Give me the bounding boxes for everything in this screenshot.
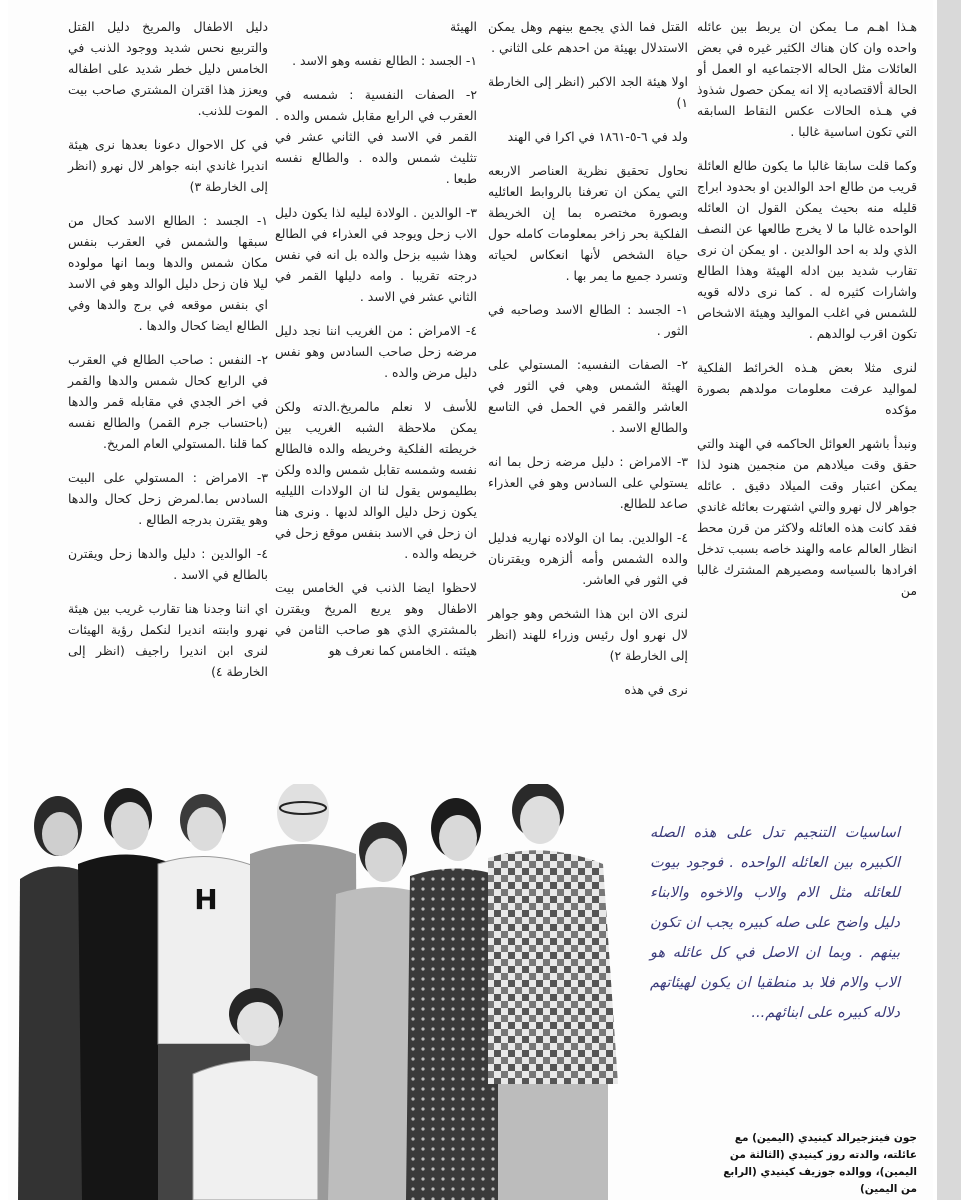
paragraph: للأسف لا نعلم مالمريخ.الدته ولكن يمكن ملاحظة الشبه الغريب بين خريطته الفلكية وخريطه والده فالطالع نفسه وشمسه تقابل شمس والده ولكن بطليموس يقول لنا ان الولادات الليليه يكون زحل دليل الوالد لدبها . ونرى هنا ان زحل في الاسد بنفس موقع زحل في خريطه والده . — [275, 399, 477, 561]
pull-quote: اساسيات التنجيم تدل على هذه الصله الكبيره بين العائله الواحده . فوجود بيوت للعائله مثل الام والاب والاخوه والابناء دليل واضح على صله كبيره يجب ان تكون بينهم . وبما ان الاصل في كل عائله هو الاب والام فلا بد منطقيا ان يكون لهيئاتهم دلاله كبيره على ابنائهم... — [650, 825, 900, 1021]
text-column-2 — [488, 16, 688, 713]
paragraph: ٢- النفس : صاحب الطالع في العقرب في الرابع كحال شمس والدها والقمر في اخر الجدي في مقابله قمر والدها (باحتساب جرم القمر) والطالع نفسه كما قلنا .المستولي العام المريخ. — [68, 352, 268, 451]
paragraph: ٣- الوالدين . الولادة ليليه لذا يكون دليل الاب زحل ويوجد في العذراء في الطالع وهذا شبيه بزحل والده بل انه في نفس درجته تقريبا . وامه دليلها القمر في الثاني عشر في الاسد . — [275, 205, 477, 304]
family-photo — [18, 784, 668, 1200]
paragraph: ٤- الامراض : من الغريب اننا نجد دليل مرضه زحل صاحب السادس وهو نفس دليل مرض والده . — [275, 323, 477, 380]
paragraph: ونبدأ باشهر العوائل الحاكمه في الهند والتي حقق وقت ميلادهم من منجمين هنود لذا يمكن اعتبار وقت الميلاد دقيق . عائله جواهر لال نهرو والتي اشتهرت بعائله غاندي فقد كانت هذه العائله ولاكثر من قرن محط انظار العالم عامه والهند خاصه بسبب تدخل افرادها بالسياسه ومصيرهم المشترك غالبا من — [697, 436, 917, 598]
paragraph: لنرى الان ابن هذا الشخص وهو جواهر لال نهرو اول رئيس وزراء للهند (انظر إلى الخارطة ٢) — [488, 606, 688, 663]
paragraph: ٤- الوالدين. بما ان الولاده نهاريه فدليل والده الشمس وأمه ألزهره ويقترنان في الثور في العاشر. — [488, 530, 688, 587]
paragraph: دليل الاطفال والمريخ دليل القتل والتربيع نحس شديد ووجود الذنب في الخامس دليل خطر شديد على اطفاله ويعزز هذا اقتران المشتري صاحب بيت الموت للذنب. — [68, 19, 268, 118]
paragraph: الهيئة — [449, 19, 477, 34]
paragraph: لنرى مثلا بعض هـذه الخرائط الفلكية لمواليد عرفت معلومات مولدهم بصورة مؤكده — [697, 360, 917, 417]
paragraph: هـذا اهـم مـا يمكن ان يربط بين عائله واحده وان كان هناك الكثير غيره في بعض العائلات مثل الحاله الاجتماعيه او العمل أو الحالة ألاقتصاديه إلا انه يمكن حصول شذوذ في هـذه الحالات عكس النقاط السابقه التي تكون اساسية غالبا . — [697, 19, 917, 139]
paragraph: ٣- الامراض : دليل مرضه زحل بما انه يستولي على السادس وهو في العذراء صاعد للطالع. — [488, 454, 688, 511]
paragraph: نحاول تحقيق نظرية العناصر الاربعه التي يمكن ان تعرفنا بالروابط العائليه وبصورة مختصره بما إن الخريطة الفلكية بحر زاخر بمعلومات كامله حول حياة الشخص لأنها انعكاس لحياته وتسرد جميع ما يمر بها . — [488, 163, 688, 283]
paragraph: ولد في ٦-٥-١٨٦١ في اكرا في الهند — [507, 129, 688, 144]
sweater-letter: H — [194, 883, 218, 916]
paragraph: نرى في هذه — [624, 682, 688, 697]
paragraph: لاحظوا ايضا الذنب في الخامس بيت الاطفال وهو يربع المريخ ويقترن بالمشتري الذي هو صاحب الثامن في هيئته . الخامس كما نعرف هو — [275, 580, 477, 658]
paragraph: وكما قلت سابقا غالبا ما يكون طالع العائلة قريب من طالع احد الوالدين او بحدود ابراج قليله منه بحيث يمكن القول ان العائله الواحده غالبا ما لا يخرج طالعها عن النصف الذي ولد به احد الوالدين . او يمكن ان نرى تقارب شديد بين ادله الهيئة وهذا الطالع واشارات كثيره له . كما نرى دلاله قويه للشمس في اغلب المواليد وهيئة الاشخاص تكون اقرب لوالدهم . — [697, 158, 917, 341]
page-edge — [937, 0, 961, 1200]
person-silhouette — [488, 784, 618, 1200]
paragraph: ٢- الصفات النفسية : شمسه في العقرب في الرابع مقابل شمس والده . القمر في الاسد في الثاني عشر في تثليث شمس والده . والطالع نفسه طبعا . — [275, 87, 477, 186]
photo-caption: جون فيتزجيرالد كينيدي (اليمين) مع عائلته، والدته روز كينيدي (الثالثة من اليمين)، ووالده جوزيف كينيدي (الرابع من اليمين) — [723, 1132, 917, 1195]
paragraph: ٤- الوالدين : دليل والدها زحل ويقترن بالطالع في الاسد . — [68, 546, 268, 582]
paragraph: ٣- الامراض : المستولي على البيت السادس بما.لمرض زحل كحال والدها وهو يقترن بدرجه الطالع . — [68, 470, 268, 527]
text-column-3 — [275, 16, 477, 674]
paragraph: ١- الجسد : الطالع الاسد كحال من سبقها والشمس في العقرب بنفس مكان شمس والدها وبما انها مولوده ليلا فان زحل دليل الوالد وهو في الاسد اي بنفس موقعه في برج والدها وفي الطالع ايضا كحال والدها . — [68, 213, 268, 333]
paragraph: ٢- الصفات النفسيه: المستولي على الهيئة الشمس وهي في الثور في العاشر والقمر في الحمل في التاسع والطالع الاسد . — [488, 357, 688, 435]
text-column-4 — [68, 16, 268, 695]
paragraph: في كل الاحوال دعونا بعدها نرى هيئة انديرا غاندي ابنه جواهر لال نهرو (انظر إلى الخارطة ٣) — [68, 137, 268, 194]
text-column-1 — [697, 16, 917, 614]
paragraph: ١- الجسد : الطالع الاسد وصاحبه في الثور . — [488, 302, 688, 338]
paragraph: اولا هيئة الجد الاكبر (انظر إلى الخارطة ١) — [488, 74, 688, 110]
paragraph: ١- الجسد : الطالع نفسه وهو الاسد . — [292, 53, 477, 68]
paragraph: القتل فما الذي يجمع بينهم وهل يمكن الاستدلال بهيئة من احدهم على الثاني . — [488, 19, 688, 55]
paragraph: اي اننا وجدنا هنا تقارب غريب بين هيئة نهرو وابنته انديرا لنكمل رؤية الهيئات لنرى ابن انديرا راجيف (انظر إلى الخارطة ٤) — [68, 601, 268, 679]
